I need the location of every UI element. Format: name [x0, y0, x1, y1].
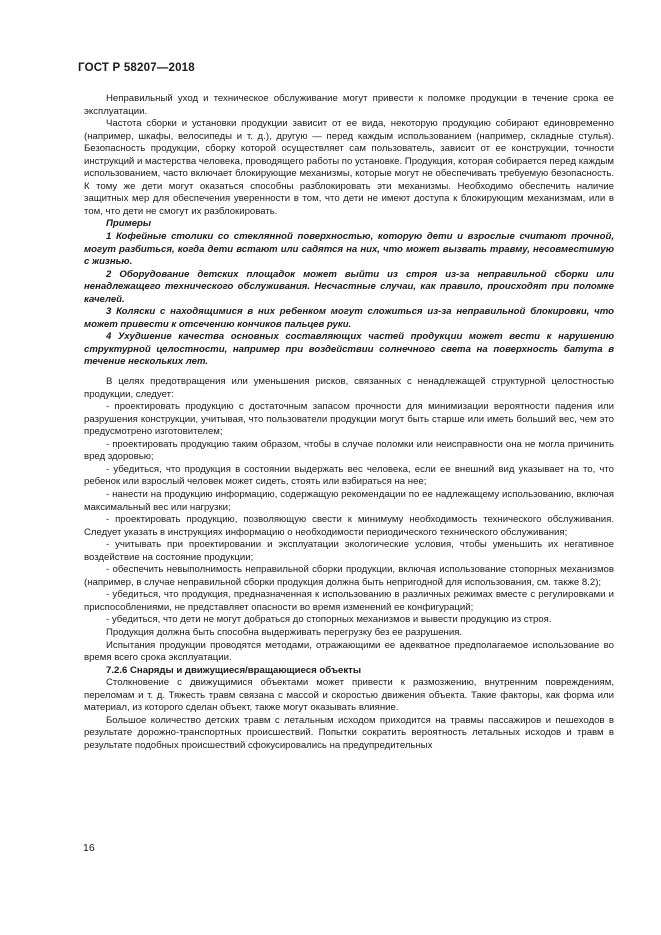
paragraph-overload: Продукция должна быть способна выдерживать перегрузку без ее разрушения.	[106, 626, 463, 638]
measure-item: - учитывать при проектировании и эксплуатации экологические условия, чтобы уменьшить их негативное воздействие на состояние продукции;	[84, 539, 614, 563]
paragraph-collision: Столкновение с движущимися объектами может привести к размозжению, внутренним повреждениям, переломам и т. д. Тяжесть травм связана с массой и скоростью движения объекта. Такие факторы, как форма или материал, из которого сделан объект, также могут оказывать влияние.	[84, 677, 614, 714]
document-header: ГОСТ Р 58207—2018	[78, 62, 195, 74]
measure-item: - убедиться, что дети не могут добраться до стопорных механизмов и вывести продукцию из строя.	[106, 614, 552, 626]
measures-intro: В целях предотвращения или уменьшения рисков, связанных с ненадлежащей структурной целостностью продукции, следует:	[84, 376, 614, 400]
measure-item: - обеспечить невыполнимость неправильной сборки продукции, включая использование стопорных механизмов (например, в случае неправильной сборки продукция должна быть непригодной для использования, см. также 8.2);	[84, 564, 614, 588]
page-number: 16	[83, 842, 95, 854]
example-item: 2 Оборудование детских площадок может выйти из строя из-за неправильной сборки или ненадлежащего технического обслуживания. Несчастные случаи, как правило, происходят при поломке качелей.	[84, 268, 614, 305]
example-item: 1 Кофейные столики со стеклянной поверхностью, которую дети и взрослые считают прочной, могут разбиться, когда дети встают или садятся на них, что может вызвать травму, несовместимую с жизнью.	[84, 231, 614, 268]
examples-title: Примеры	[106, 218, 152, 230]
example-item: 4 Ухудшение качества основных составляющих частей продукции может вести к нарушению структурной целостности, например при воздействии солнечного света на поверхность батута в течение нескольких лет.	[84, 331, 614, 368]
section-heading: 7.2.6 Снаряды и движущиеся/вращающиеся объекты	[106, 664, 362, 676]
example-item: 3 Коляски с находящимися в них ребенком могут сложиться из-за неправильной блокировки, что может привести к отсечению кончиков пальцев руки.	[84, 306, 614, 330]
measure-item: - убедиться, что продукция в состоянии выдержать вес человека, если ее внешний вид указывает на то, что ребенок или взрослый человек может сидеть, стоять или взбираться на нее;	[84, 463, 614, 488]
paragraph-testing: Испытания продукции проводятся методами, отражающими ее адекватное предполагаемое использование во время всего срока эксплуатации.	[84, 639, 614, 664]
measure-item: - проектировать продукцию, позволяющую свести к минимуму необходимость технического обслуживания. Следует указать в инструкциях информацию о необходимости периодического технического обслуживания;	[84, 514, 614, 538]
paragraph-assembly: Частота сборки и установки продукции зависит от ее вида, некоторую продукцию собирают единовременно (например, шкафы, велосипеды и т. д.), другую — перед каждым использованием (например, складные стулья). Безопасность продукции, сборку которой осуществляет сам пользователь, зависит от ее конструкции, точности инструкций и мастерства человека, проводящего работы по установке. Продукция, которая собирается перед каждым использованием, часто включает блокирующие механизмы, которые могут не обеспечивать требуемую безопасность. К тому же дети могут оказаться способны разблокировать эти механизмы. Необходимо обеспечить наличие защитных мер для обеспечения уверенности в том, что дети не имеют доступа к блокирующим механизмам, или в том, что дети не смогут их разблокировать.	[84, 118, 614, 217]
measure-item: - проектировать продукцию таким образом, чтобы в случае поломки или неисправности она не могла причинить вред здоровью;	[84, 438, 614, 463]
paragraph-road-accidents: Большое количество детских травм с летальным исходом приходится на травмы пассажиров и пешеходов в результате дорожно-транспортных происшествий. Попытки сократить вероятность летальных исходов и травм в результате подобных происшествий сфокусировались на предупредительных	[84, 714, 614, 751]
paragraph-maintenance: Неправильный уход и техническое обслуживание могут привести к поломке продукции в течение срока ее эксплуатации.	[84, 93, 614, 117]
document-body	[84, 93, 614, 752]
measure-item: - нанести на продукцию информацию, содержащую рекомендации по ее надлежащему использованию, включая максимальный вес или нагрузки;	[84, 488, 614, 513]
measure-item: - проектировать продукцию с достаточным запасом прочности для минимизации вероятности падения или разрушения конструкции, учитывая, что пользователи продукции могут быть старше или иметь больший вес, чем это предусмотрено изготовителем;	[84, 401, 614, 438]
measure-item: - убедиться, что продукция, предназначенная к использованию в различных режимах вместе с регулировками и приспособлениями, не представляет опасности во время изменений ее конфигураций;	[84, 589, 614, 613]
